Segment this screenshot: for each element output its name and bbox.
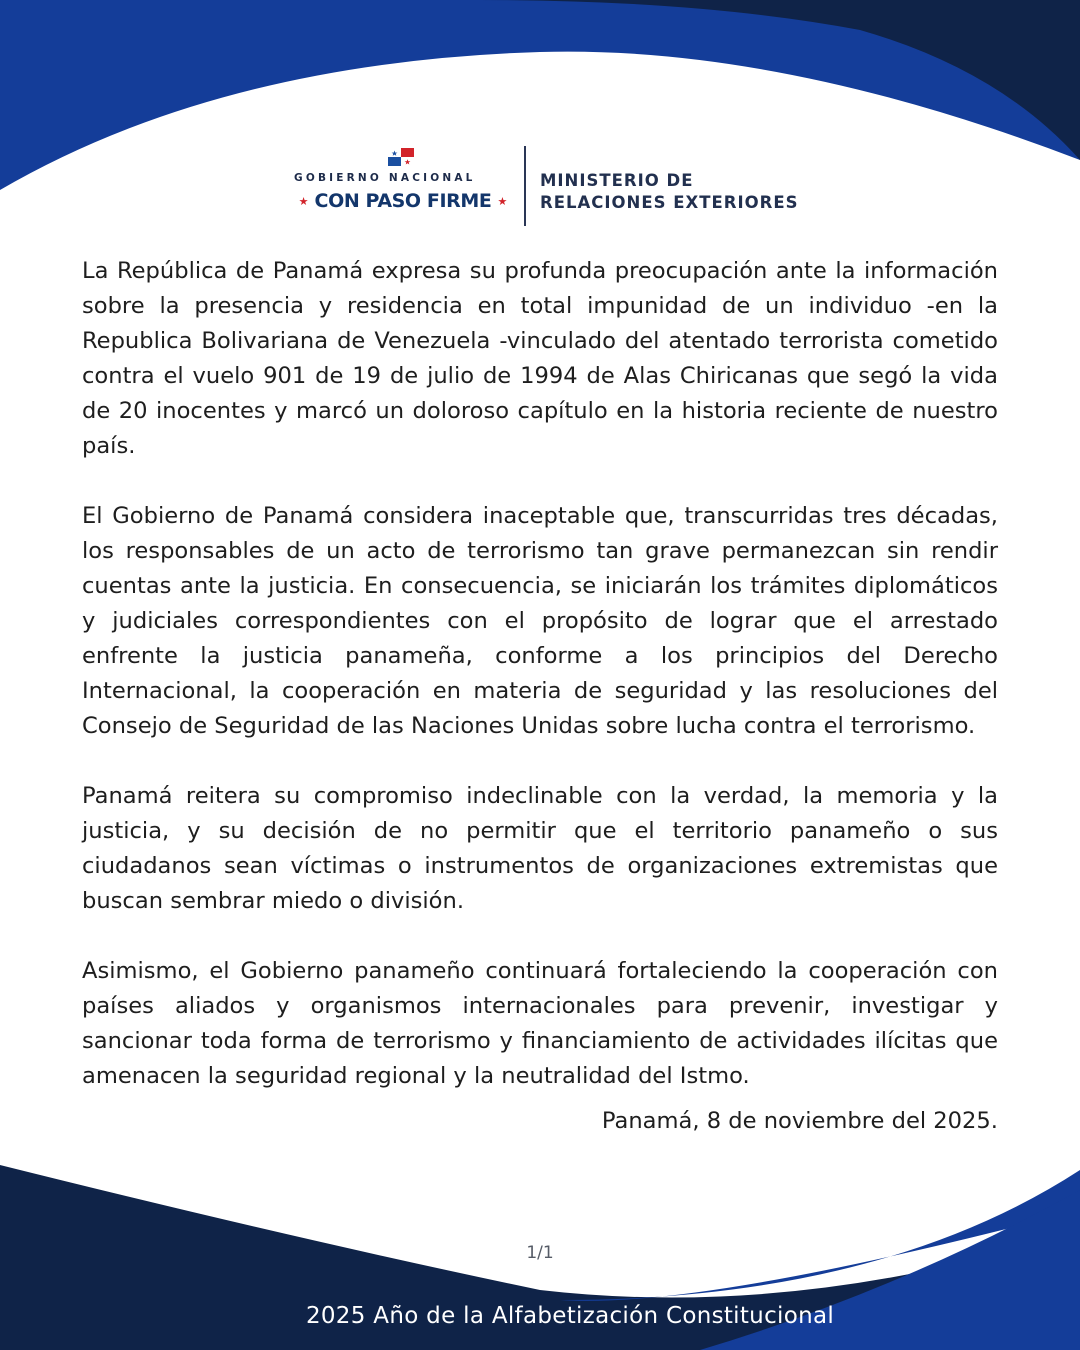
- government-logo: [280, 142, 820, 234]
- gov-slogan-row: [290, 188, 516, 214]
- paragraph-1: La República de Panamá expresa su profunda preocupación ante la información sobre la presencia y residencia en total impunidad de un individuo -en la Republica Bolivariana de Venezuela -vinculado del atentado terrorista cometido contra el vuelo 901 de 19 de julio de 1994 de Alas Chiricanas que segó la vida de 20 inocentes y marcó un doloroso capítulo en la historia reciente de nuestro país.: [82, 258, 998, 459]
- footer-year-motto: 2025 Año de la Alfabetización Constitucional: [305, 1303, 835, 1329]
- gov-slogan: CON PASO FIRME: [314, 190, 492, 212]
- star-icon: ★: [298, 195, 309, 208]
- paragraph-2: El Gobierno de Panamá considera inaceptable que, transcurridas tres décadas, los responsables de un acto de terrorismo tan grave permanezcan sin rendir cuentas ante la justicia. En consecuencia, se iniciarán los trámites diplomáticos y judiciales correspondientes con el propósito de lograr que el arrestado enfrente la justicia panameña, conforme a los principios del Derecho Internacional, la cooperación en materia de seguridad y las resoluciones del Consejo de Seguridad de las Naciones Unidas sobre lucha contra el terrorismo.: [82, 503, 998, 739]
- ministry-name: [540, 170, 830, 214]
- star-icon: ★: [497, 195, 508, 208]
- logo-divider: [524, 146, 526, 226]
- page-indicator: 1/1: [526, 1243, 554, 1263]
- panama-flag-icon: [388, 148, 414, 166]
- paragraph-4: Asimismo, el Gobierno panameño continuará fortaleciendo la cooperación con países aliados y organismos internacionales para prevenir, investigar y sancionar toda forma de terrorismo y financiamiento de actividades ilícitas que amenacen la seguridad regional y la neutralidad del Istmo.: [82, 958, 998, 1089]
- ministry-line-1: MINISTERIO DE: [540, 171, 694, 190]
- ministry-line-2: RELACIONES EXTERIORES: [540, 193, 799, 212]
- statement-body: [82, 254, 998, 1139]
- closing-date: Panamá, 8 de noviembre del 2025.: [601, 1108, 998, 1134]
- gov-name-label: GOBIERNO NACIONAL: [294, 172, 476, 184]
- paragraph-3: Panamá reitera su compromiso indeclinable con la verdad, la memoria y la justicia, y su decisión de no permitir que el territorio panameño o sus ciudadanos sean víctimas o instrumentos de organizaciones extremistas que buscan sembrar miedo o división.: [82, 783, 998, 914]
